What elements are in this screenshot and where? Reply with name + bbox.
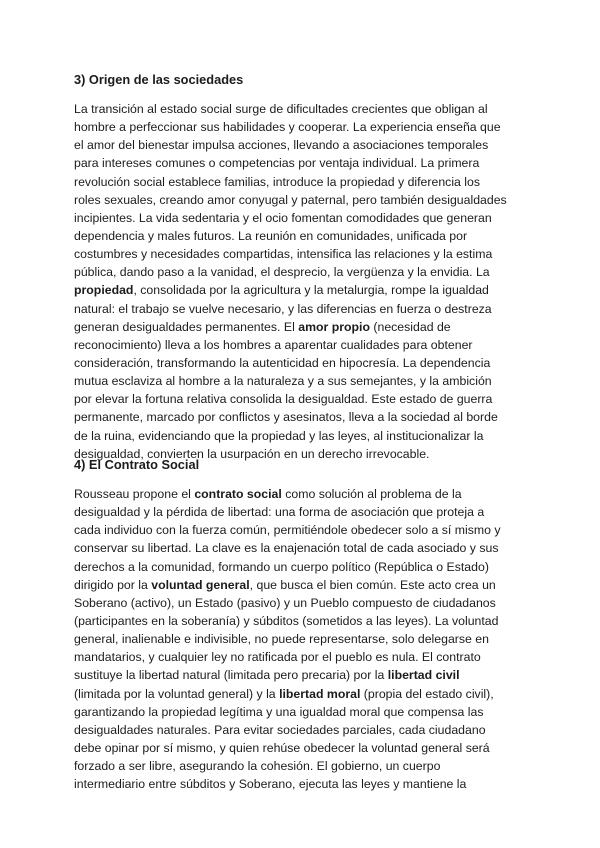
text-line <box>74 427 544 445</box>
text-run: roles sexuales, creando amor conyugal y paternal, pero también desigualdades <box>74 192 507 207</box>
text-run: hombre a perfeccionar sus habilidades y cooperar. La experiencia enseña que <box>74 120 501 135</box>
text-run: el amor del bienestar impulsa acciones, llevando a asociaciones temporales <box>74 138 489 153</box>
text-run: dirigido por la <box>74 577 152 592</box>
text-run: de la ruina, evidenciando que la propiedad y las leyes, al institucionalizar la <box>74 428 484 443</box>
text-run: generan desigualdades permanentes. El <box>74 319 299 334</box>
text-line <box>74 739 544 757</box>
bold-term: voluntad general <box>151 577 250 592</box>
text-line <box>74 209 544 227</box>
text-run: desigualdad, convierten la usurpación en un derecho irrevocable. <box>74 446 430 461</box>
text-line <box>74 485 544 503</box>
text-run: para intereses comunes o competencias por ventaja individual. La primera <box>74 156 480 171</box>
bold-term: propiedad <box>74 283 134 298</box>
text-line <box>74 245 544 263</box>
text-run: mutua esclaviza al hombre a la naturaleza y a sus semejantes, y la ambición <box>74 374 492 389</box>
text-run: derechos a la comunidad, formando un cuerpo político (República o Estado) <box>74 559 489 574</box>
text-run: natural: el trabajo se vuelve necesario, y las diferencias en fuerza o destreza <box>74 301 492 316</box>
text-run: La transición al estado social surge de dificultades crecientes que obligan al <box>74 102 488 116</box>
text-line <box>74 118 544 136</box>
text-line <box>74 594 544 612</box>
text-line <box>74 576 544 594</box>
text-line <box>74 521 544 539</box>
bold-term: contrato social <box>194 487 282 501</box>
text-run: revolución social establece familias, introduce la propiedad y diferencia los <box>74 174 481 189</box>
text-line <box>74 685 544 703</box>
text-run: (necesidad de <box>369 319 451 334</box>
text-run: forzado a ser libre, asegurando la cohesión. El gobierno, un cuerpo <box>74 759 441 774</box>
text-run: debe opinar por sí mismo, y quien rehúse obedecer la voluntad general será <box>74 740 490 755</box>
text-line <box>74 136 544 154</box>
text-run: sustituye la libertad natural (limitada pero precaria) por la <box>74 668 388 683</box>
text-run: desigualdades naturales. Para evitar sociedades parciales, cada ciudadano <box>74 722 486 737</box>
text-run: incipientes. La vida sedentaria y el ocio fomentan comodidades que generan <box>74 210 492 225</box>
text-line <box>74 281 544 299</box>
text-run: dependencia y males futuros. La reunión en comunidades, unificada por <box>74 228 468 243</box>
text-run: , que busca el bien común. Este acto crea un <box>249 577 496 592</box>
text-line <box>74 757 544 775</box>
text-line <box>74 263 544 281</box>
text-line <box>74 390 544 408</box>
text-line <box>74 318 544 336</box>
bold-term: libertad civil <box>387 668 460 683</box>
text-run: por elevar la fortuna relativa consolida la desigualdad. Este estado de guerra <box>74 392 493 407</box>
text-run: como solución al problema de la <box>281 487 462 501</box>
text-line <box>74 227 544 245</box>
text-line <box>74 191 544 209</box>
section-paragraph-origen <box>74 100 544 463</box>
text-run: general, inalienable e indivisible, no puede representarse, solo delegarse en <box>74 632 489 647</box>
text-run: , consolidada por la agricultura y la metalurgia, rompe la igualdad <box>133 283 489 298</box>
text-run: costumbres y necesidades compartidas, intensifica las relaciones y la estima <box>74 247 493 262</box>
text-line <box>74 408 544 426</box>
text-line <box>74 539 544 557</box>
text-run: reconocimiento) lleva a los hombres a aparentar cualidades para obtener <box>74 337 473 352</box>
text-run: mandatarios, y cualquier ley no ratificada por el pueblo es nula. El contrato <box>74 650 481 665</box>
text-line <box>74 703 544 721</box>
text-run: (propia del estado civil), <box>360 686 494 701</box>
text-run: consideración, transformando la autenticidad en hipocresía. La dependencia <box>74 355 491 370</box>
text-line <box>74 612 544 630</box>
text-line <box>74 630 544 648</box>
section-heading-contrato: 4) El Contrato Social <box>74 457 200 472</box>
text-run: conservar su libertad. La clave es la enajenación total de cada asociado y sus <box>74 541 499 556</box>
text-run: cada individuo con la fuerza común, permitiéndole obedecer solo a sí mismo y <box>74 523 501 538</box>
bold-term: amor propio <box>298 319 370 334</box>
text-line <box>74 775 544 793</box>
section-heading-origen: 3) Origen de las sociedades <box>74 72 244 87</box>
text-run: intermediario entre súbditos y Soberano, ejecuta las leyes y mantiene la <box>74 777 467 792</box>
text-line <box>74 354 544 372</box>
text-run: permanente, marcado por conflictos y asesinatos, lleva a la sociedad al borde <box>74 410 498 425</box>
text-run: desigualdad y la pérdida de libertad: una forma de asociación que proteja a <box>74 505 485 520</box>
text-run: pública, dando paso a la vanidad, el desprecio, la vergüenza y la envidia. La <box>74 265 490 280</box>
text-line <box>74 336 544 354</box>
bold-term: libertad moral <box>279 686 361 701</box>
text-run: Rousseau propone el <box>74 487 195 501</box>
text-line <box>74 372 544 390</box>
text-line <box>74 721 544 739</box>
text-line <box>74 666 544 684</box>
text-line <box>74 503 544 521</box>
text-run: Soberano (activo), un Estado (pasivo) y un Pueblo compuesto de ciudadanos <box>74 595 496 610</box>
text-line <box>74 154 544 172</box>
text-line <box>74 558 544 576</box>
text-run: (participantes en la soberanía) y súbditos (sometidos a las leyes). La voluntad <box>74 613 499 628</box>
section-paragraph-contrato <box>74 485 544 793</box>
text-run: garantizando la propiedad legítima y una igualdad moral que compensa las <box>74 704 484 719</box>
text-line <box>74 173 544 191</box>
text-line <box>74 100 544 118</box>
text-line <box>74 300 544 318</box>
text-run: (limitada por la voluntad general) y la <box>74 686 280 701</box>
text-line <box>74 648 544 666</box>
